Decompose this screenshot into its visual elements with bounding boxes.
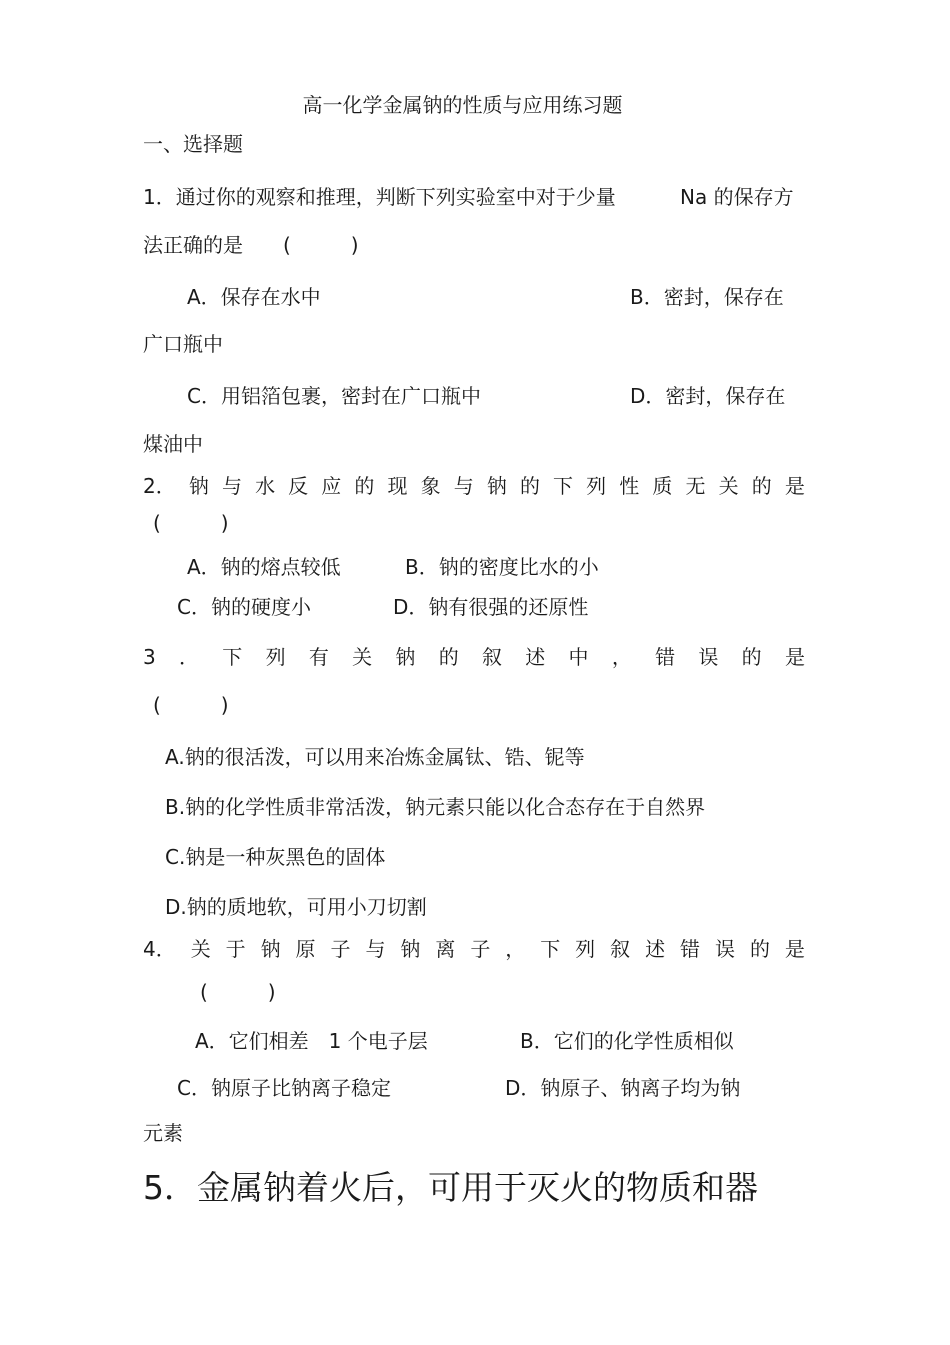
q4-stem-char: 错 — [680, 937, 701, 961]
q2-answer-parentheses: ( ) — [153, 511, 229, 535]
q3-option-a: A.钠的很活泼，可以用来冶炼金属钛、锆、铌等 — [165, 745, 585, 769]
q3-stem-char: ， — [611, 645, 632, 669]
q3-stem — [143, 644, 805, 670]
q3-stem-char: 3 — [143, 645, 156, 669]
q3-option-c: C.钠是一种灰黑色的固体 — [165, 845, 386, 869]
q3-option-d: D.钠的质地软，可用小刀切割 — [165, 895, 427, 919]
q4-stem-char: 钠 — [400, 937, 421, 961]
q4-stem — [143, 936, 805, 962]
q3-stem-char: ． — [179, 645, 200, 669]
q4-stem-char: 于 — [225, 937, 246, 961]
q4-stem-char: 叙 — [610, 937, 631, 961]
q3-stem-char: 误 — [698, 645, 719, 669]
q3-stem-char: 错 — [655, 645, 676, 669]
q2-stem-char: 下 — [553, 474, 574, 498]
q4-option-b: B．它们的化学性质相似 — [520, 1029, 734, 1053]
q2-stem-char: 2． — [143, 474, 176, 498]
q2-option-c: C．钠的硬度小 — [177, 595, 311, 619]
q2-stem-char: 是 — [784, 474, 805, 498]
q1-option-b: B．密封，保存在 — [630, 285, 784, 309]
q2-option-a: A．钠的熔点较低 — [187, 555, 341, 579]
q2-option-d: D．钠有很强的还原性 — [393, 595, 589, 619]
q3-stem-char: 列 — [265, 645, 286, 669]
q4-option-a: A．它们相差 1 个电子层 — [195, 1029, 428, 1053]
q4-stem-char: 钠 — [260, 937, 281, 961]
q2-stem-char: 的 — [519, 474, 540, 498]
q3-stem-char: 中 — [568, 645, 589, 669]
q4-stem-char: 关 — [190, 937, 211, 961]
q2-stem-char: 无 — [685, 474, 706, 498]
q3-stem-char: 关 — [352, 645, 373, 669]
q4-stem-char: 子 — [330, 937, 351, 961]
q2-stem-char: 与 — [453, 474, 474, 498]
q2-option-b: B．钠的密度比水的小 — [405, 555, 599, 579]
q3-stem-char: 叙 — [481, 645, 502, 669]
q4-stem-char: 4． — [143, 937, 176, 961]
q1-option-d: D．密封，保存在 — [630, 384, 786, 408]
q4-stem-char: 原 — [295, 937, 316, 961]
document-title: 高一化学金属钠的性质与应用练习题 — [302, 93, 623, 117]
q4-stem-char: 述 — [645, 937, 666, 961]
q2-stem-char: 钠 — [188, 474, 209, 498]
q4-stem-char: 与 — [365, 937, 386, 961]
q4-stem-char: ， — [505, 937, 526, 961]
q4-stem-char: 的 — [749, 937, 770, 961]
q1-stem-line2: 法正确的是 ( ) — [143, 233, 359, 257]
q2-stem-char: 象 — [420, 474, 441, 498]
q4-stem-char: 列 — [575, 937, 596, 961]
q4-stem-char: 下 — [540, 937, 561, 961]
q2-stem-char: 钠 — [486, 474, 507, 498]
q3-option-b: B.钠的化学性质非常活泼，钠元素只能以化合态存在于自然界 — [165, 795, 706, 819]
q2-stem — [143, 473, 805, 499]
q1-option-c: C．用铝箔包裹，密封在广口瓶中 — [187, 384, 481, 408]
q1-stem-part2: Na 的保存方 — [680, 185, 794, 209]
q3-stem-char: 有 — [308, 645, 329, 669]
q4-option-c: C．钠原子比钠离子稳定 — [177, 1076, 391, 1100]
section-heading: 一、选择题 — [143, 132, 243, 156]
q3-stem-char: 述 — [525, 645, 546, 669]
q2-stem-char: 现 — [387, 474, 408, 498]
q2-stem-char: 质 — [652, 474, 673, 498]
q1-option-b-continued: 广口瓶中 — [143, 332, 223, 356]
q4-answer-parentheses: ( ) — [200, 980, 276, 1004]
q1-stem-part1: 1．通过你的观察和推理，判断下列实验室中对于少量 — [143, 185, 616, 209]
q2-stem-char: 关 — [718, 474, 739, 498]
q3-stem-char: 是 — [784, 645, 805, 669]
q3-answer-parentheses: ( ) — [153, 693, 229, 717]
q3-stem-char: 的 — [741, 645, 762, 669]
q4-stem-char: 离 — [435, 937, 456, 961]
q5-stem: 5．金属钠着火后，可用于灭火的物质和器 — [143, 1168, 758, 1207]
q3-stem-char: 下 — [222, 645, 243, 669]
q4-stem-char: 是 — [784, 937, 805, 961]
q3-stem-char: 的 — [438, 645, 459, 669]
q2-stem-char: 与 — [221, 474, 242, 498]
q2-stem-char: 列 — [586, 474, 607, 498]
q4-stem-char: 子 — [470, 937, 491, 961]
q1-option-a: A．保存在水中 — [187, 285, 321, 309]
q2-stem-char: 应 — [321, 474, 342, 498]
q4-option-d: D．钠原子、钠离子均为钠 — [505, 1076, 741, 1100]
q2-stem-char: 反 — [288, 474, 309, 498]
q2-stem-char: 的 — [751, 474, 772, 498]
q2-stem-char: 水 — [255, 474, 276, 498]
q2-stem-char: 性 — [619, 474, 640, 498]
q3-stem-char: 钠 — [395, 645, 416, 669]
q2-stem-char: 的 — [354, 474, 375, 498]
q4-stem-char: 误 — [714, 937, 735, 961]
q1-option-d-continued: 煤油中 — [143, 432, 203, 456]
q4-option-d-continued: 元素 — [143, 1121, 183, 1145]
